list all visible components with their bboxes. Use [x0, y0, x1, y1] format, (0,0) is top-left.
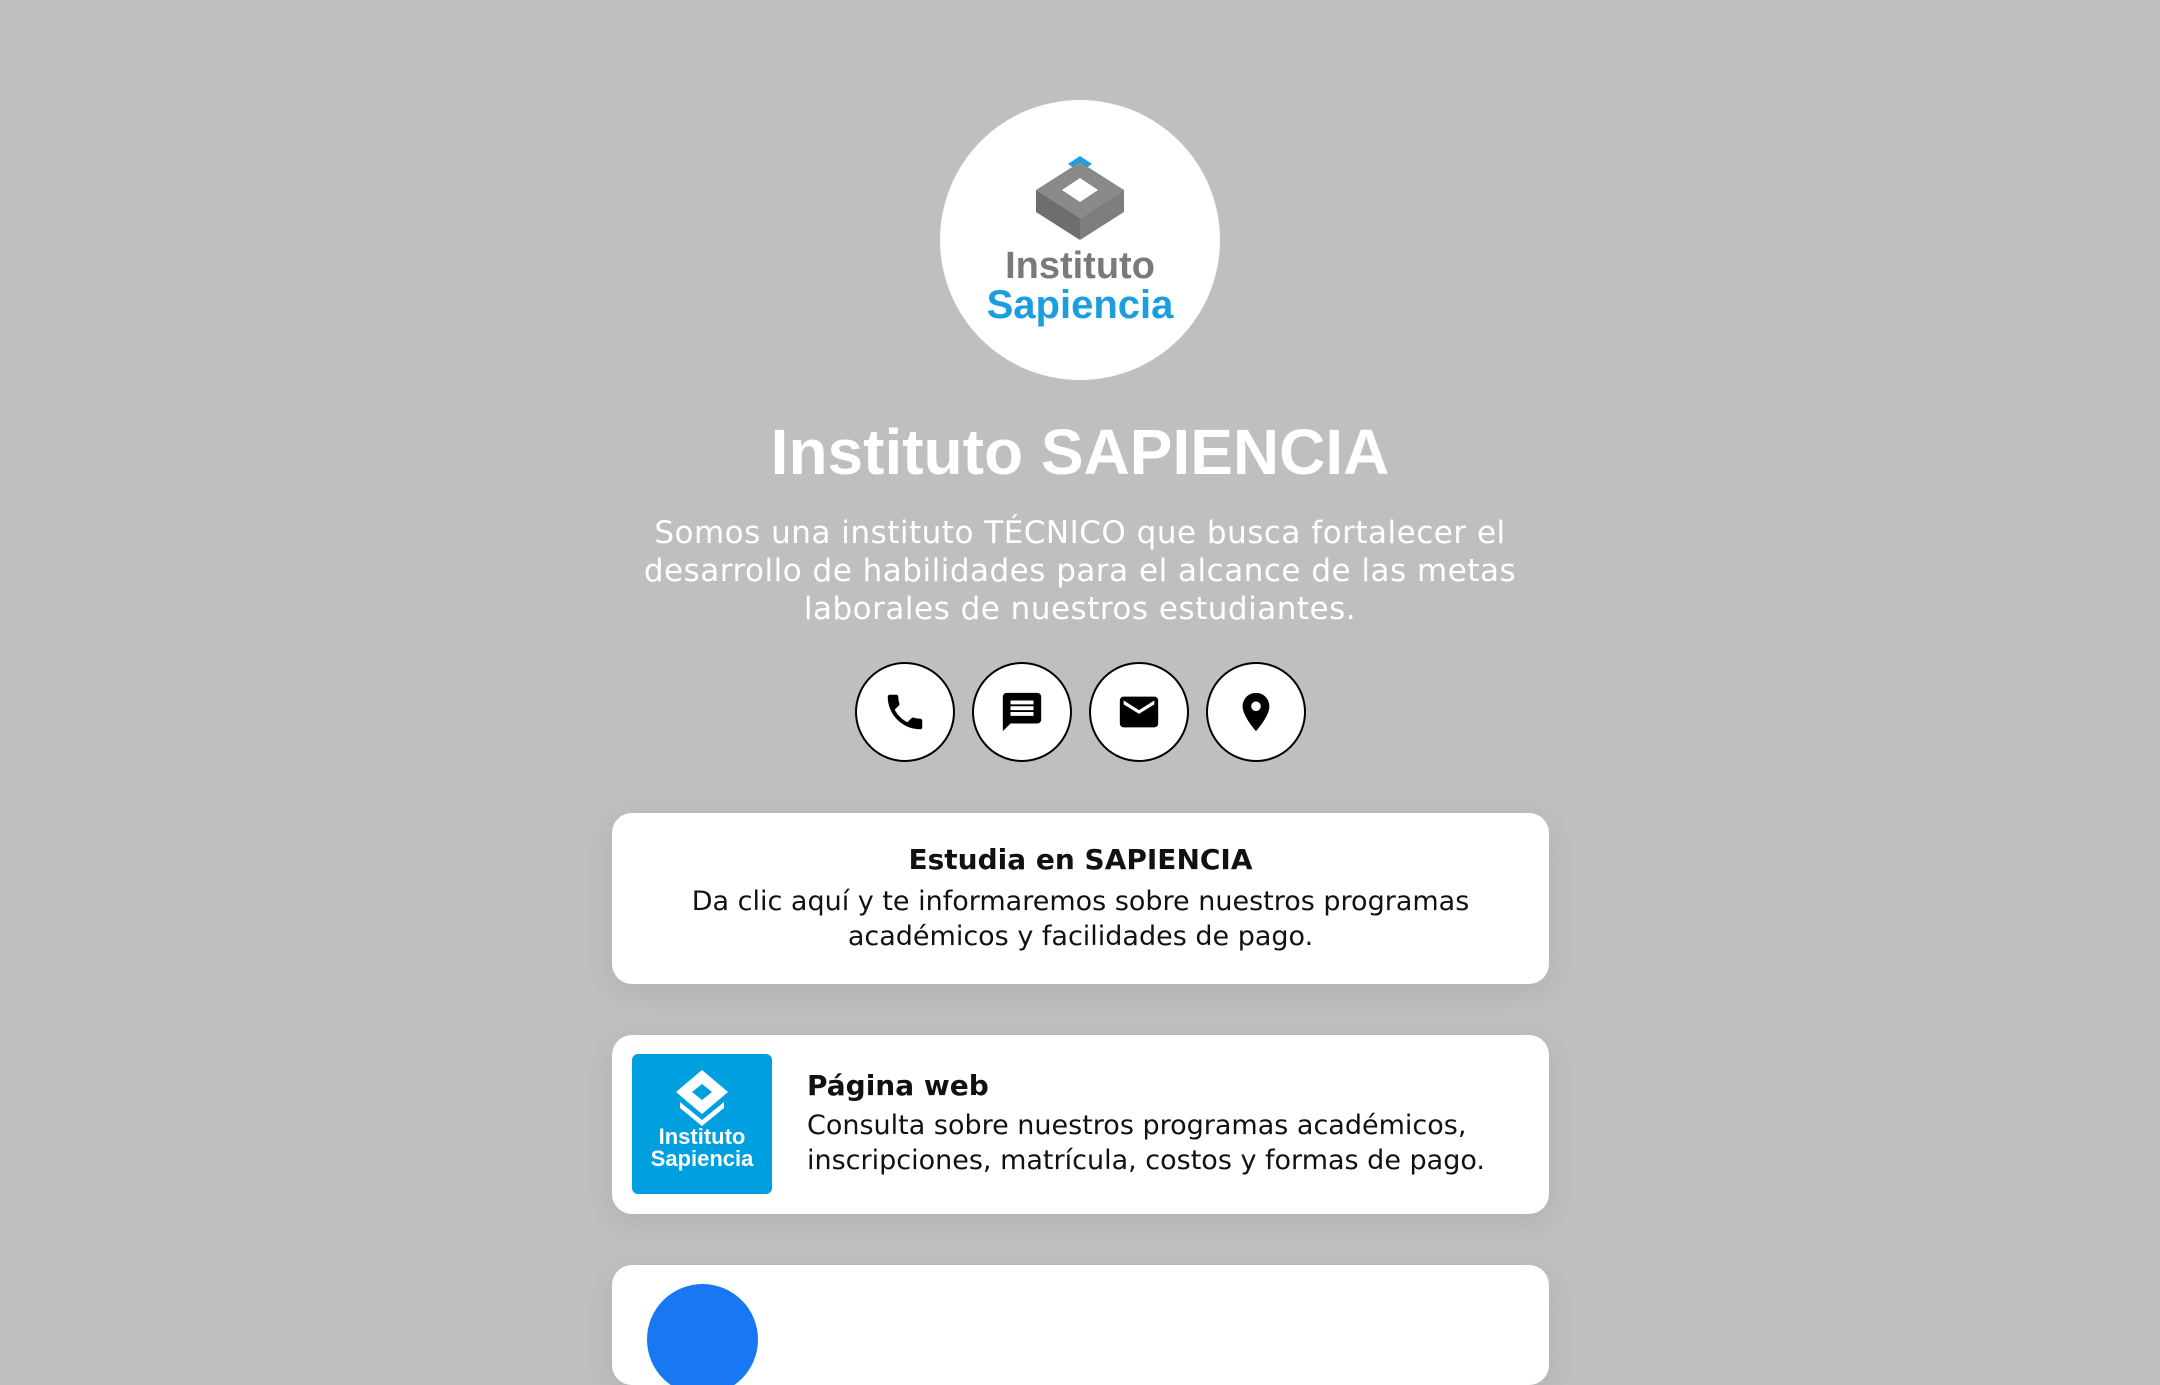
link-title: Página web: [807, 1069, 989, 1102]
link-card-facebook[interactable]: [612, 1265, 1549, 1385]
sapiencia-logo-thumbnail: [632, 1054, 772, 1194]
link-title: Estudia en SAPIENCIA: [908, 843, 1253, 876]
email-button[interactable]: [1089, 662, 1189, 762]
link-card-estudia[interactable]: [612, 813, 1549, 984]
svg-text:Sapiencia: Sapiencia: [650, 1146, 754, 1171]
location-button[interactable]: [1206, 662, 1306, 762]
svg-text:Sapiencia: Sapiencia: [986, 283, 1174, 327]
facebook-icon: [647, 1284, 758, 1385]
contact-icons-row: [0, 662, 2160, 762]
profile-avatar: [940, 100, 1220, 380]
page-title: Instituto SAPIENCIA: [770, 416, 1390, 488]
svg-text:Instituto: Instituto: [658, 1124, 746, 1149]
message-icon: [999, 689, 1045, 735]
profile-description: Somos una instituto TÉCNICO que busca fortalecer el desarrollo de habilidades para el alcance de las metas laborales de nuestros estudiantes.: [643, 515, 1517, 627]
email-icon: [1116, 689, 1162, 735]
phone-icon: [882, 689, 928, 735]
link-thumbnail: [632, 1054, 772, 1194]
link-card-pagina-web[interactable]: [612, 1035, 1549, 1214]
location-icon: [1233, 689, 1279, 735]
sapiencia-logo: [940, 100, 1220, 380]
message-button[interactable]: [972, 662, 1072, 762]
link-description: Consulta sobre nuestros programas académicos, inscripciones, matrícula, costos y formas de pago.: [807, 1110, 1485, 1176]
link-description: Da clic aquí y te informaremos sobre nuestros programas académicos y facilidades de pago.: [691, 886, 1470, 952]
svg-text:Instituto: Instituto: [1005, 245, 1155, 287]
phone-button[interactable]: [855, 662, 955, 762]
